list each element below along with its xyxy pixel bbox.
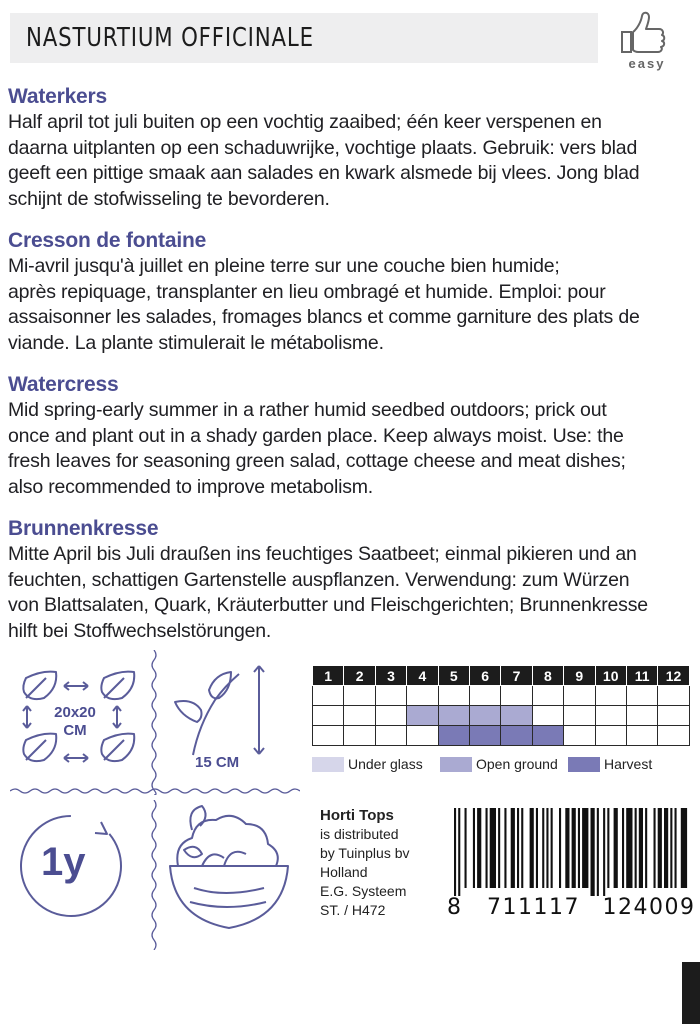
barcode-bar bbox=[603, 808, 605, 896]
spacing-label: 20x20 CM bbox=[54, 704, 96, 739]
calendar-cell bbox=[407, 706, 438, 726]
month-cell: 5 bbox=[438, 666, 469, 686]
month-cell: 1 bbox=[313, 666, 344, 686]
calendar-cell bbox=[595, 726, 626, 746]
text-line: fresh leaves for seasoning green salad, cottage cheese and meat dishes; bbox=[8, 450, 626, 472]
barcode-bar bbox=[465, 808, 467, 888]
text-line: schijnt de stofwisseling te bevorderen. bbox=[8, 187, 330, 210]
calendar-cell bbox=[438, 726, 469, 746]
calendar-cell bbox=[313, 706, 344, 726]
barcode bbox=[450, 808, 690, 898]
text-line: once and plant out in a shady garden place. Keep always moist. Use: the bbox=[8, 424, 624, 447]
legend-label: Open ground bbox=[476, 756, 558, 772]
calendar-cell bbox=[375, 706, 406, 726]
barcode-bar bbox=[675, 808, 677, 888]
text-line: Mid spring-early summer in a rather humid seedbed outdoors; prick out bbox=[8, 399, 607, 421]
text-line: daarna uitplanten op een schaduwrijke, vochtige plaats. Gebruik: vers blad bbox=[8, 136, 638, 159]
month-cell: 9 bbox=[564, 666, 595, 686]
sowing-calendar bbox=[312, 665, 690, 746]
text-line: Mitte April bis Juli draußen ins feuchtiges Saatbeet; einmal pikieren und an bbox=[8, 543, 637, 565]
barcode-bar bbox=[490, 808, 496, 888]
text-line: von Blattsalaten, Quark, Kräuterbutter und Fleischgerichten; Brunnenkresse bbox=[8, 594, 648, 616]
month-cell: 3 bbox=[375, 666, 406, 686]
section-heading: Cresson de fontaine bbox=[8, 229, 207, 252]
calendar-cell bbox=[595, 706, 626, 726]
month-cell: 11 bbox=[626, 666, 657, 686]
section-body bbox=[8, 110, 698, 212]
calendar-cell bbox=[532, 726, 563, 746]
month-cell: 7 bbox=[501, 666, 532, 686]
easy-label: easy bbox=[628, 56, 666, 71]
calendar-cell bbox=[313, 686, 344, 706]
calendar-cell bbox=[658, 726, 689, 746]
barcode-bar bbox=[498, 808, 500, 888]
barcode-bar bbox=[572, 808, 576, 888]
barcode-bar bbox=[473, 808, 475, 888]
lifespan-label: 1y bbox=[41, 840, 86, 884]
text-line: après repiquage, transplanter en lieu ombragé et humide. Emploi: pour bbox=[8, 280, 606, 303]
distributor-line: is distributed bbox=[320, 826, 399, 842]
calendar-cell bbox=[564, 726, 595, 746]
barcode-bar bbox=[551, 808, 553, 888]
barcode-bar bbox=[521, 808, 523, 888]
section-heading: Brunnenkresse bbox=[8, 517, 159, 540]
calendar-cell bbox=[469, 686, 500, 706]
calendar-cell bbox=[438, 686, 469, 706]
barcode-number bbox=[447, 895, 697, 920]
month-cell: 6 bbox=[469, 666, 500, 686]
text-line: feuchten, schattigen Gartenstelle auspflanzen. Verwendung: zum Würzen bbox=[8, 568, 630, 591]
text-line: viande. La plante stimulerait le métabolisme. bbox=[8, 331, 384, 354]
distributor-line: ST. / H472 bbox=[320, 902, 386, 918]
calendar-cell bbox=[313, 726, 344, 746]
calendar-cell bbox=[344, 726, 375, 746]
calendar-row-open-ground bbox=[313, 706, 690, 726]
barcode-bar bbox=[681, 808, 687, 888]
section-body bbox=[8, 398, 698, 500]
barcode-bar bbox=[591, 808, 595, 896]
barcode-bar bbox=[664, 808, 668, 888]
bowl-icon-group bbox=[162, 800, 297, 940]
barcode-bar bbox=[559, 808, 561, 888]
lifespan-icon-group bbox=[15, 808, 140, 933]
barcode-bar bbox=[477, 808, 481, 888]
legend-swatch bbox=[312, 757, 344, 772]
section-english bbox=[8, 372, 698, 500]
barcode-bar bbox=[504, 808, 506, 888]
calendar-cell bbox=[469, 726, 500, 746]
brand-name: Horti Tops bbox=[320, 807, 394, 824]
month-cell: 2 bbox=[344, 666, 375, 686]
calendar-cell bbox=[407, 726, 438, 746]
month-cell: 8 bbox=[532, 666, 563, 686]
salad-bowl-icon bbox=[162, 800, 297, 940]
barcode-bar bbox=[542, 808, 544, 888]
barcode-digits-left: 711117 bbox=[487, 895, 580, 920]
barcode-bar bbox=[582, 808, 588, 888]
distributor-info bbox=[320, 806, 410, 920]
legend-label: Harvest bbox=[604, 756, 653, 772]
calendar-cell bbox=[375, 686, 406, 706]
barcode-bar bbox=[626, 808, 632, 888]
legend-swatch bbox=[568, 757, 600, 772]
section-german bbox=[8, 516, 698, 644]
calendar-cell bbox=[344, 686, 375, 706]
legend-swatch bbox=[440, 757, 472, 772]
barcode-digit-first: 8 bbox=[447, 895, 463, 920]
barcode-bar bbox=[654, 808, 656, 888]
calendar-cell bbox=[501, 706, 532, 726]
barcode-bar bbox=[658, 808, 662, 888]
calendar-cell bbox=[626, 686, 657, 706]
calendar-cell bbox=[344, 706, 375, 726]
calendar-cell bbox=[658, 686, 689, 706]
text-line: also recommended to improve metabolism. bbox=[8, 475, 374, 498]
calendar-cell bbox=[626, 726, 657, 746]
month-cell: 12 bbox=[658, 666, 689, 686]
calendar-cell bbox=[501, 686, 532, 706]
height-label: 15 CM bbox=[195, 754, 240, 771]
calendar-cell bbox=[658, 706, 689, 726]
calendar-row-harvest bbox=[313, 726, 690, 746]
legend-label: Under glass bbox=[348, 756, 423, 772]
barcode-bar bbox=[530, 808, 534, 888]
text-line: Mi-avril jusqu'à juillet en pleine terre sur une couche bien humide; bbox=[8, 255, 560, 277]
barcode-bar bbox=[670, 808, 672, 888]
barcode-bar bbox=[458, 808, 460, 896]
barcode-bar bbox=[546, 808, 548, 888]
section-body bbox=[8, 542, 698, 644]
calendar-cell bbox=[595, 686, 626, 706]
barcode-bar bbox=[565, 808, 569, 888]
barcode-bar bbox=[614, 808, 618, 888]
barcode-bar bbox=[536, 808, 538, 888]
distributor-line: by Tuinplus bv bbox=[320, 845, 410, 861]
section-french bbox=[8, 228, 698, 356]
calendar-row-under-glass bbox=[313, 686, 690, 706]
calendar-cell bbox=[626, 706, 657, 726]
height-icon-group bbox=[165, 660, 290, 785]
calendar-cell bbox=[564, 686, 595, 706]
barcode-bar bbox=[578, 808, 580, 888]
spacing-icon-group bbox=[12, 660, 142, 785]
plant-height-icon bbox=[165, 660, 290, 760]
distributor-line: E.G. Systeem bbox=[320, 883, 407, 899]
calendar-cell bbox=[564, 706, 595, 726]
barcode-bar bbox=[486, 808, 488, 888]
title-bar bbox=[10, 13, 598, 63]
section-heading: Waterkers bbox=[8, 85, 107, 108]
text-line: hilft bei Stoffwechselstörungen. bbox=[8, 619, 272, 642]
barcode-digits-right: 124009 bbox=[602, 895, 696, 920]
wavy-divider-horizontal bbox=[10, 787, 300, 795]
section-heading: Watercress bbox=[8, 373, 119, 396]
wavy-divider-vertical-lower bbox=[150, 800, 158, 950]
calendar-cell bbox=[501, 726, 532, 746]
barcode-bar bbox=[639, 808, 643, 888]
calendar-cell bbox=[375, 726, 406, 746]
calendar-cell bbox=[469, 706, 500, 726]
text-line: Half april tot juli buiten op een vochtig zaaibed; één keer verspenen en bbox=[8, 111, 602, 133]
calendar-cell bbox=[532, 706, 563, 726]
product-title: NASTURTIUM OFFICINALE bbox=[26, 23, 314, 53]
barcode-bar bbox=[511, 808, 515, 888]
barcode-bar bbox=[597, 808, 599, 896]
corner-tab bbox=[682, 962, 700, 1024]
barcode-bar bbox=[622, 808, 624, 888]
calendar-header-row bbox=[313, 666, 690, 686]
calendar-cell bbox=[438, 706, 469, 726]
distributor-line: Holland bbox=[320, 864, 368, 880]
thumbs-up-icon bbox=[612, 4, 682, 59]
calendar-cell bbox=[532, 686, 563, 706]
barcode-bar bbox=[517, 808, 519, 888]
section-body bbox=[8, 254, 698, 356]
easy-badge bbox=[612, 4, 682, 74]
calendar-cell bbox=[407, 686, 438, 706]
month-cell: 10 bbox=[595, 666, 626, 686]
text-line: geeft een pittige smaak aan salades en kwark alsmede bij vlees. Jong blad bbox=[8, 162, 640, 184]
month-cell: 4 bbox=[407, 666, 438, 686]
text-line: assaisonner les salades, fromages blancs et comme garniture des plats de bbox=[8, 306, 640, 328]
section-dutch bbox=[8, 84, 698, 212]
barcode-bar bbox=[635, 808, 637, 888]
wavy-divider-vertical bbox=[150, 650, 158, 795]
barcode-bar bbox=[607, 808, 609, 888]
barcode-bar bbox=[454, 808, 456, 896]
barcode-bar bbox=[645, 808, 647, 888]
